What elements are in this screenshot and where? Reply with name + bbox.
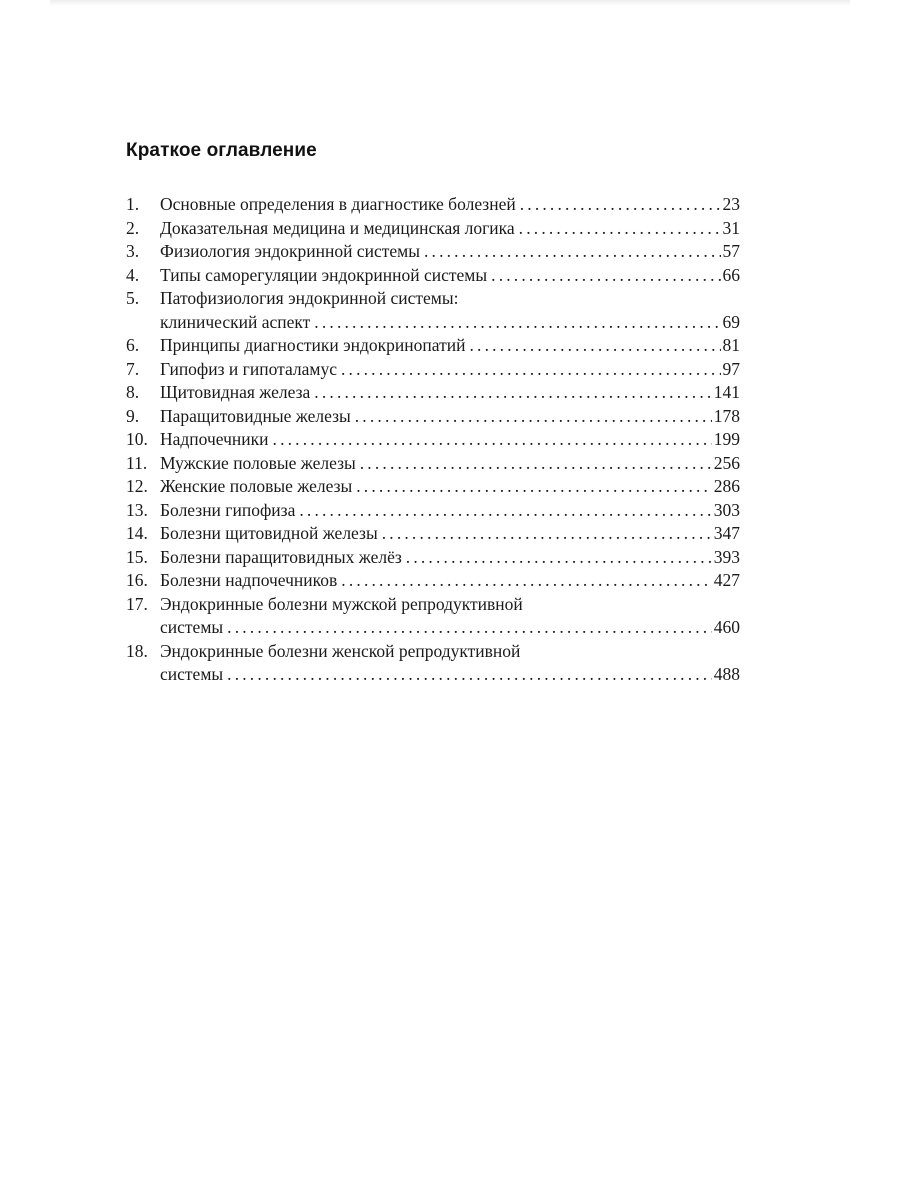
toc-entry-title: Болезни гипофиза	[160, 499, 299, 523]
toc-entry-title: Эндокринные болезни мужской репродуктивной	[160, 593, 527, 617]
toc-entry	[126, 640, 740, 687]
toc-dot-leader	[491, 264, 720, 288]
toc-entry-number: 8.	[126, 382, 140, 402]
toc-list	[126, 193, 740, 687]
toc-entry	[126, 193, 740, 217]
toc-entry	[126, 522, 740, 546]
toc-dot-leader	[519, 217, 721, 241]
toc-entry-title: Принципы диагностики эндокринопатий	[160, 334, 469, 358]
toc-line	[126, 593, 740, 617]
toc-line	[126, 499, 740, 523]
toc-entry	[126, 217, 740, 241]
toc-entry-number: 9.	[126, 405, 140, 426]
toc-line	[126, 640, 740, 664]
toc-entry-number: 13.	[126, 499, 148, 520]
toc-dot-leader	[520, 193, 721, 217]
toc-dot-leader	[424, 240, 721, 264]
toc-dot-leader	[469, 334, 720, 358]
toc-entry-title: Болезни щитовидной железы	[160, 522, 382, 546]
toc-entry-number: 6.	[126, 335, 140, 355]
toc-entry	[126, 452, 740, 476]
toc-page-number: 141	[713, 382, 740, 402]
toc-line	[126, 569, 740, 593]
toc-entry	[126, 287, 740, 334]
toc-dot-leader	[341, 569, 711, 593]
toc-entry-number: 15.	[126, 546, 148, 567]
toc-page-number: 393	[713, 546, 740, 567]
toc-page-number: 286	[713, 476, 740, 496]
toc-entry	[126, 546, 740, 570]
toc-page-number: 199	[713, 429, 740, 449]
toc-page-number: 303	[713, 499, 740, 520]
toc-entry-number: 10.	[126, 429, 148, 449]
toc-page-number: 69	[722, 311, 740, 332]
toc-entry-number: 17.	[126, 593, 148, 614]
toc-dot-leader	[314, 381, 711, 405]
toc-entry-title: Основные определения в диагностике болезней	[160, 193, 520, 217]
toc-page-number: 488	[713, 664, 740, 684]
toc-entry	[126, 499, 740, 523]
toc-entry-number: 16.	[126, 570, 148, 590]
toc-dot-leader	[406, 546, 712, 570]
toc-page-number: 31	[722, 217, 740, 238]
toc-entry	[126, 569, 740, 593]
toc-entry	[126, 593, 740, 640]
toc-line	[126, 475, 740, 499]
toc-page-number: 256	[713, 452, 740, 473]
toc-line	[126, 381, 740, 405]
toc-entry-title: Надпочечники	[160, 428, 273, 452]
toc-line	[126, 334, 740, 358]
toc-page-number: 66	[722, 264, 740, 285]
toc-entry-number: 2.	[126, 217, 140, 238]
toc-entry-number: 14.	[126, 523, 148, 543]
toc-entry-title: Патофизиология эндокринной системы:	[160, 287, 462, 311]
toc-entry-number: 5.	[126, 288, 140, 308]
toc-line	[126, 217, 740, 241]
toc-page-number: 97	[722, 358, 740, 379]
toc-entry	[126, 475, 740, 499]
toc-entry	[126, 428, 740, 452]
toc-entry-title: Гипофиз и гипоталамус	[160, 358, 341, 382]
toc-entry-title: Болезни надпочечников	[160, 569, 341, 593]
toc-entry-title: Щитовидная железа	[160, 381, 314, 405]
toc-entry-number: 12.	[126, 476, 148, 496]
toc-entry-number: 18.	[126, 640, 148, 661]
toc-entry-number: 7.	[126, 358, 140, 379]
toc-entry-title: Паращитовидные железы	[160, 405, 355, 429]
toc-line	[126, 193, 740, 217]
toc-dot-leader	[360, 452, 712, 476]
toc-entry-title: системы	[160, 663, 227, 687]
toc-entry-title: Мужские половые железы	[160, 452, 360, 476]
toc-line	[126, 616, 740, 640]
toc-line	[126, 358, 740, 382]
toc-entry-title: Доказательная медицина и медицинская логика	[160, 217, 519, 241]
toc-entry	[126, 381, 740, 405]
toc-entry-title: Болезни паращитовидных желёз	[160, 546, 406, 570]
toc-line	[126, 405, 740, 429]
toc-line	[126, 452, 740, 476]
toc-dot-leader	[341, 358, 721, 382]
toc-entry	[126, 240, 740, 264]
toc-dot-leader	[355, 405, 712, 429]
toc-page-number: 57	[722, 241, 740, 261]
toc-line	[126, 663, 740, 687]
toc-line	[126, 240, 740, 264]
toc-entry-number: 11.	[126, 452, 148, 473]
toc-page-number: 178	[713, 405, 740, 426]
toc-page-number: 427	[713, 570, 740, 590]
toc-dot-leader	[273, 428, 712, 452]
toc-page-number: 460	[713, 617, 740, 637]
toc-line	[126, 522, 740, 546]
toc-entry-title: клинический аспект	[160, 311, 314, 335]
toc-dot-leader	[227, 616, 712, 640]
toc-dot-leader	[314, 311, 720, 335]
toc-dot-leader	[227, 663, 712, 687]
toc-entry	[126, 334, 740, 358]
toc-line	[126, 428, 740, 452]
toc-dot-leader	[356, 475, 712, 499]
toc-line	[126, 287, 740, 311]
toc-title: Краткое оглавление	[126, 140, 317, 161]
toc-entry-title: Типы саморегуляции эндокринной системы	[160, 264, 491, 288]
toc-entry-number: 3.	[126, 241, 140, 261]
toc-entry	[126, 405, 740, 429]
toc-page-number: 347	[713, 523, 740, 543]
toc-line	[126, 546, 740, 570]
toc-entry-number: 4.	[126, 264, 140, 285]
toc-entry-title: Физиология эндокринной системы	[160, 240, 424, 264]
toc-entry	[126, 264, 740, 288]
toc-entry-number: 1.	[126, 194, 140, 214]
toc-entry	[126, 358, 740, 382]
toc-dot-leader	[382, 522, 712, 546]
toc-page-number: 81	[722, 335, 740, 355]
toc-line	[126, 264, 740, 288]
page-top-edge	[50, 0, 850, 6]
toc-entry-title: Эндокринные болезни женской репродуктивной	[160, 640, 524, 664]
toc-entry-title: системы	[160, 616, 227, 640]
toc-entry-title: Женские половые железы	[160, 475, 356, 499]
toc-page-number: 23	[722, 194, 740, 214]
toc-line	[126, 311, 740, 335]
toc-dot-leader	[299, 499, 711, 523]
